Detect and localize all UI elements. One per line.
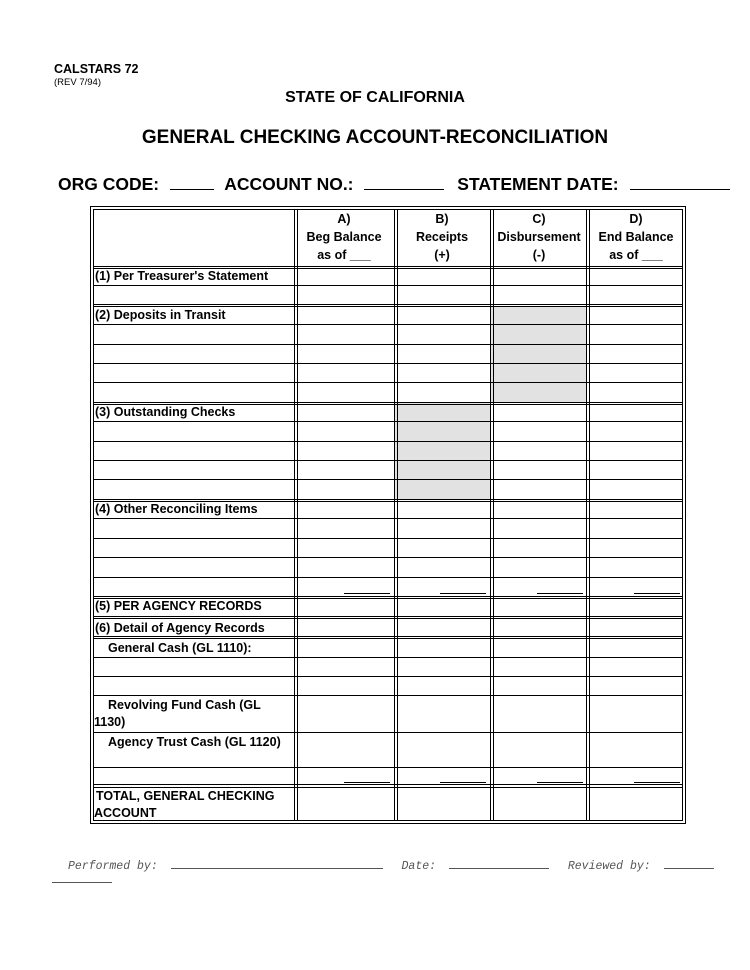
performed-by-label: Performed by: [68,860,158,873]
org-code-field[interactable] [170,175,214,190]
col-header-receipts: B) Receipts (+) [415,212,469,262]
col-header-end-balance: D) End Balance as of ___ [598,212,674,262]
header-fields [58,174,730,195]
row-label-other-reconciling: (4) Other Reconciling Items [95,502,258,516]
footer-signatures [68,858,714,873]
row-label-revolving-fund: Revolving Fund Cash (GL 1130) [94,698,261,729]
date-field[interactable] [449,858,549,869]
form-revision: (REV 7/94) [54,77,101,88]
statement-date-label: STATEMENT DATE: [457,174,619,194]
row-label-agency-trust: Agency Trust Cash (GL 1120) [108,735,281,749]
row-label-treasurer-statement: (1) Per Treasurer's Statement [95,269,269,283]
reviewed-by-field-continued[interactable] [52,882,112,883]
reconciliation-table [90,206,686,824]
statement-date-field[interactable] [630,175,730,190]
reviewed-by-field[interactable] [664,858,714,869]
row-label-general-cash: General Cash (GL 1110): [108,641,252,655]
shaded-cell-receipts [395,403,490,499]
state-heading: STATE OF CALIFORNIA [285,89,465,106]
performed-by-field[interactable] [171,858,383,869]
col-header-disbursement: C) Disbursement (-) [497,212,581,262]
date-label: Date: [401,860,437,873]
account-no-field[interactable] [364,175,444,190]
row-label-deposits-in-transit: (2) Deposits in Transit [95,308,226,322]
col-header-beg-balance: A) Beg Balance as of ___ [306,212,382,262]
form-title: GENERAL CHECKING ACCOUNT-RECONCILIATION [141,127,609,148]
form-id: CALSTARS 72 [54,62,139,76]
row-label-detail-agency-records: (6) Detail of Agency Records [95,621,265,635]
reviewed-by-label: Reviewed by: [567,860,651,873]
row-label-per-agency-records: (5) PER AGENCY RECORDS [95,599,262,613]
account-no-label: ACCOUNT NO.: [224,174,354,194]
org-code-label: ORG CODE: [58,174,160,194]
row-label-total: TOTAL, GENERAL CHECKING ACCOUNT [94,789,275,820]
shaded-cell-disbursement [491,306,586,402]
row-label-outstanding-checks: (3) Outstanding Checks [95,405,236,419]
